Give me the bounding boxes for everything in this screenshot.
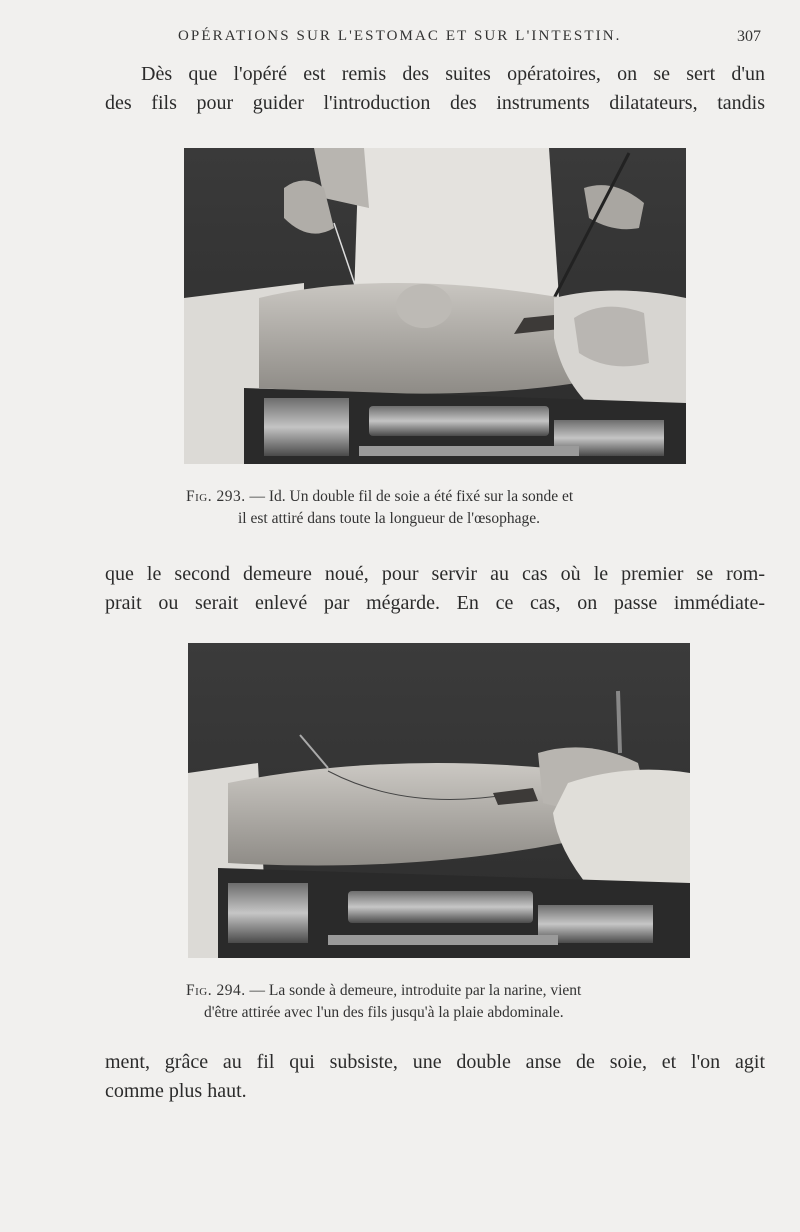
paragraph-middle (105, 560, 765, 618)
paragraph-final (105, 1048, 765, 1106)
figure-label: Fig. 293. (186, 488, 246, 505)
figure-label: Fig. 294. (186, 982, 246, 999)
text-line: Dès que l'opéré est remis des suites opératoires, on se sert d'un (141, 63, 765, 85)
running-title: OPÉRATIONS SUR L'ESTOMAC ET SUR L'INTESTIN. (178, 28, 622, 44)
page-number: 307 (737, 28, 761, 45)
text-line: des fils pour guider l'introduction des instruments dilatateurs, tandis (105, 92, 765, 114)
caption-text: — La sonde à demeure, introduite par la narine, vient (249, 982, 582, 999)
paragraph-intro (105, 60, 765, 118)
figure-293-caption (186, 486, 786, 530)
text-line: que le second demeure noué, pour servir au cas où le premier se rom- (105, 563, 765, 585)
figure-294-caption (186, 980, 786, 1024)
text-line: prait ou serait enlevé par mégarde. En ce cas, on passe immédiate- (105, 592, 765, 614)
figure-293-photo (184, 148, 686, 464)
running-head (0, 28, 800, 52)
caption-text: il est attiré dans toute la longueur de l'œsophage. (238, 510, 540, 527)
caption-text: d'être attirée avec l'un des fils jusqu'à la plaie abdominale. (204, 1004, 564, 1021)
caption-text: — Id. Un double fil de soie a été fixé sur la sonde et (249, 488, 574, 505)
text-line: comme plus haut. (105, 1080, 247, 1102)
figure-294-photo (188, 643, 690, 958)
text-line: ment, grâce au fil qui subsiste, une double anse de soie, et l'on agit (105, 1051, 765, 1073)
